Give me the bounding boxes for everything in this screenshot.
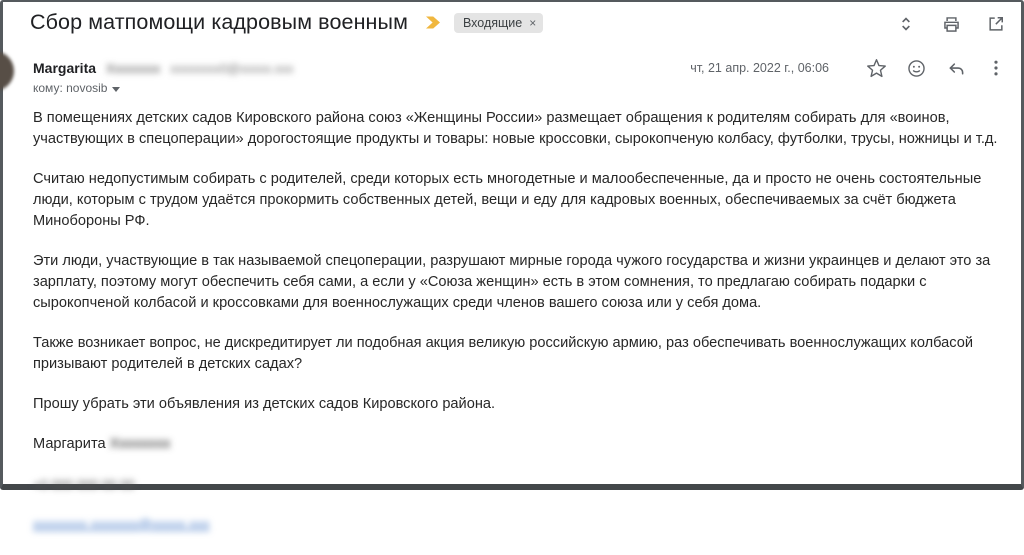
recipient-label: кому: novosib [33, 81, 108, 95]
label-chip-inbox[interactable] [454, 13, 543, 33]
sender-name[interactable]: Margarita [33, 60, 97, 76]
sender-email-redacted: xxxxxxxx0@xxxxx.xxx [170, 62, 294, 76]
print-icon[interactable] [940, 13, 962, 35]
emoji-reaction-icon[interactable] [905, 57, 927, 79]
body-paragraph: Прошу убрать эти объявления из детских садов Кировского района. [33, 396, 496, 412]
email-link-redacted[interactable]: xxxxxxxx.xxxxxxx@xxxxx.xxx [33, 517, 210, 532]
phone-line [33, 474, 1013, 495]
body-paragraph: В помещениях детских садов Кировского района союз «Женщины России» размещает обращения к родителям собирать для «воинов, участвующих в спецоперации» дорогостоящие продукты и товары: новые кроссовки, сырокопченую колбасу, футболки, трусы, ножницы и т.д. [33, 110, 998, 147]
window-toolbar [895, 13, 1007, 35]
email-subject: Сбор матпомощи кадровым военным [30, 10, 408, 34]
chevron-down-icon [112, 87, 120, 92]
email-link-line [33, 514, 1013, 536]
message-meta-row [690, 57, 1007, 79]
message-date: чт, 21 апр. 2022 г., 06:06 [690, 61, 829, 75]
importance-marker-icon [424, 15, 442, 30]
subject-row [30, 10, 543, 35]
signature-surname-redacted: Xxxxxxxx [109, 436, 171, 452]
signature-name: Маргарита [33, 436, 110, 452]
label-chip-text: Входящие [462, 15, 523, 30]
sender-surname-redacted: Xxxxxxxx [106, 61, 161, 76]
signature-line [33, 434, 1013, 455]
avatar[interactable] [0, 51, 14, 91]
sender-row [33, 60, 293, 76]
body-paragraph: Также возникает вопрос, не дискредитирует ли подобная акция великую российскую армию, раз обеспечивать военнослужащих колбасой призывают родителей в детских садах? [33, 335, 974, 372]
open-in-new-window-icon[interactable] [985, 13, 1007, 35]
body-paragraph: Эти люди, участвующие в так называемой спецоперации, разрушают мирные города чужого государства и жизни украинцев и делают это за зарплату, поэтому могут обеспечить себя сами, а если у «Союза женщин» есть в этом сомнения, то предлагаю собирать подарки с сырокопченой колбасой и кроссовками для военнослужащих среди членов вашего союза или у себя дома. [33, 253, 991, 311]
more-options-icon[interactable] [985, 57, 1007, 79]
label-remove-icon[interactable]: × [529, 15, 537, 30]
reply-icon[interactable] [945, 57, 967, 79]
expand-all-icon[interactable] [895, 13, 917, 35]
star-icon[interactable] [865, 57, 887, 79]
body-paragraph: Считаю недопустимым собирать с родителей, среди которых есть многодетные и малообеспеченные, да и просто не очень состоятельные люди, которым с трудом удаётся прокормить собственных детей, вещи и еду для кадровых военных, обеспечиваемых за счёт бюджета Минобороны РФ. [33, 171, 982, 229]
phone-redacted: +0 000 000 00 00 [33, 477, 135, 492]
email-body [33, 108, 1013, 555]
recipient-dropdown[interactable] [33, 81, 120, 95]
